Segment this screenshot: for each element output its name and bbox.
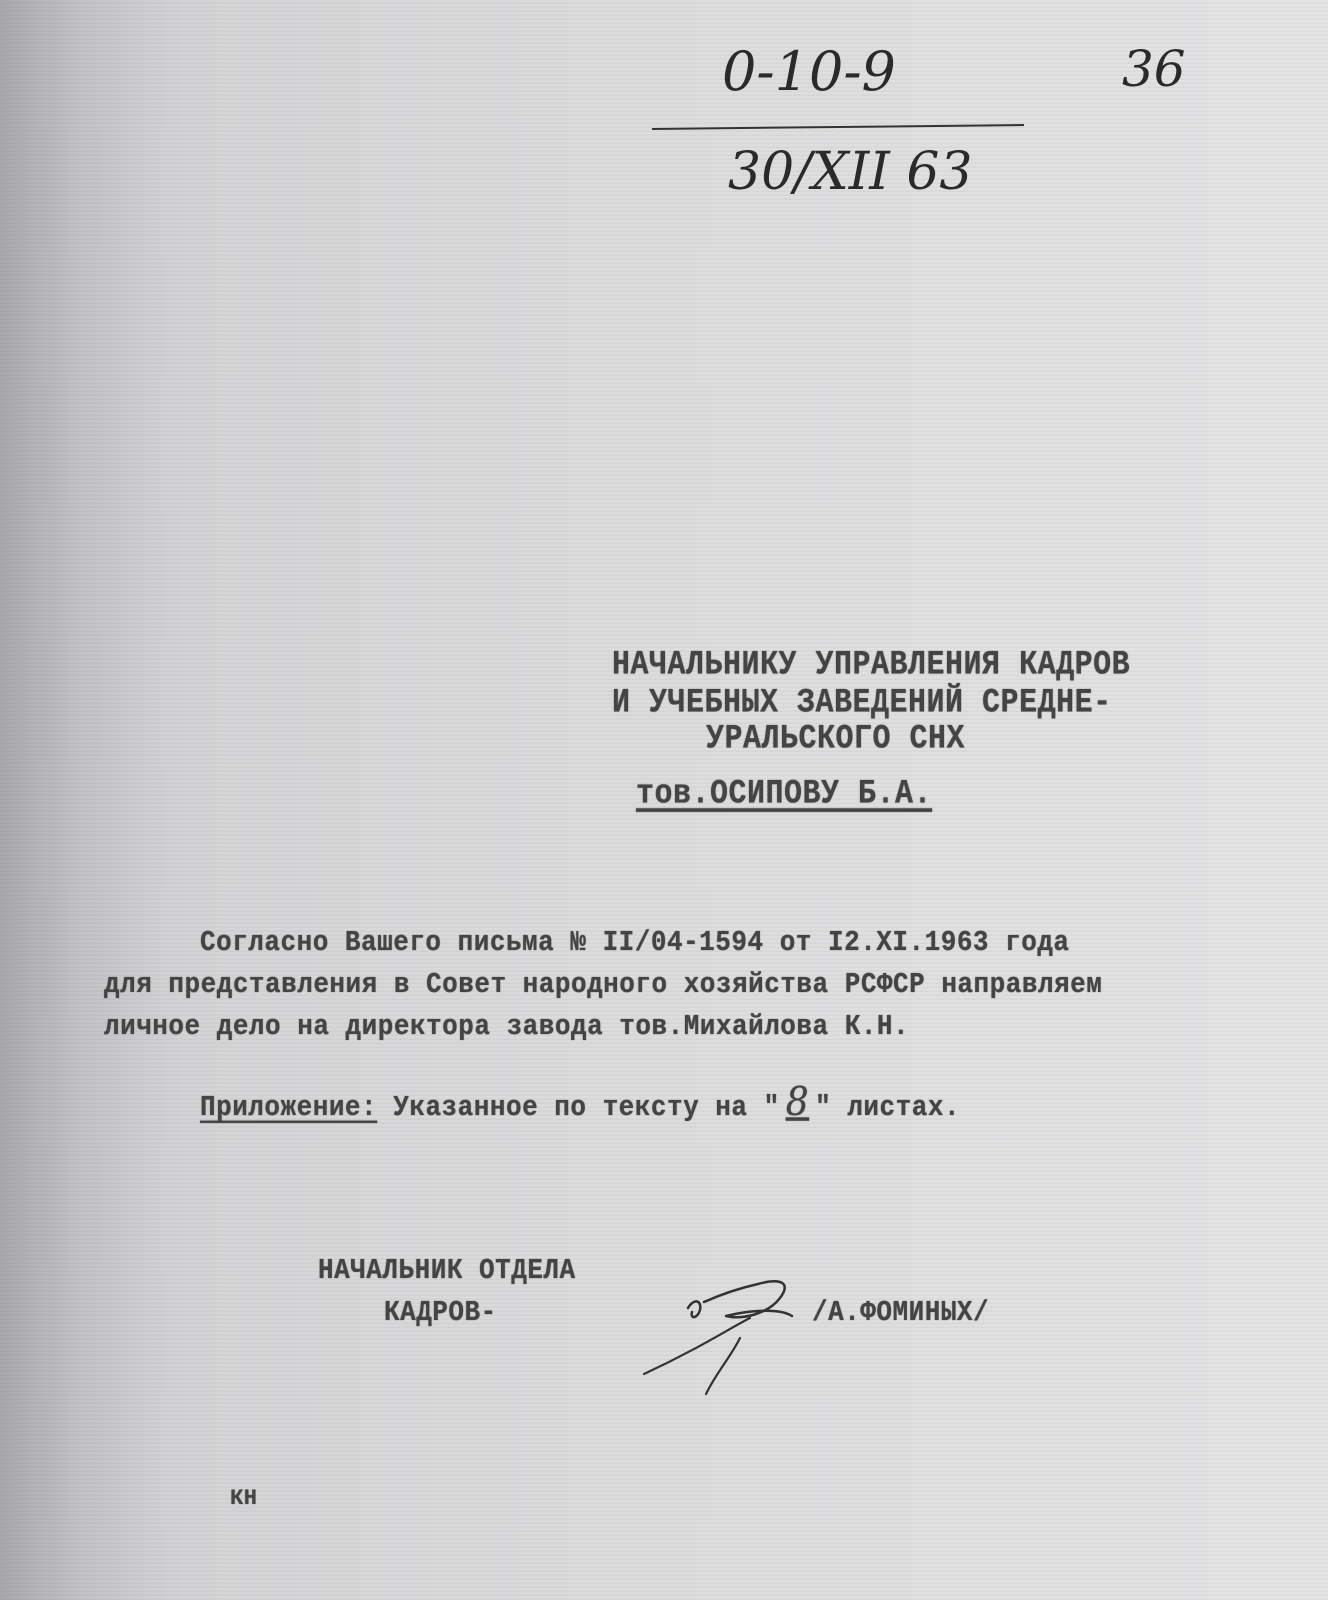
- attachment-text-before: Указанное по тексту на ": [393, 1091, 780, 1124]
- addressee-line-2: И УЧЕБНЫХ ЗАВЕДЕНИЙ СРЕДНЕ-: [612, 684, 1112, 724]
- addressee-name: тов.ОСИПОВУ Б.А.: [636, 775, 933, 815]
- body-line-2: для представления в Совет народного хозяйства РСФСР направляем: [104, 968, 1103, 1001]
- attachment-count: 8: [785, 1080, 810, 1126]
- body-line-1: Согласно Вашего письма № II/04-1594 от I2.XI.1963 года: [200, 926, 1070, 959]
- date-mark: 30/XII 63: [728, 142, 973, 202]
- signer-title-line-1: НАЧАЛЬНИК ОТДЕЛА: [318, 1254, 576, 1287]
- attachment-label: Приложение:: [200, 1091, 378, 1124]
- header-divider: [652, 124, 1024, 130]
- attachment-text-after: " листах.: [815, 1091, 961, 1124]
- file-code: 0-10-9: [722, 40, 896, 103]
- typist-initials: КН: [230, 1486, 258, 1511]
- addressee-line-3: УРАЛЬСКОГО СНХ: [706, 720, 966, 760]
- sheet-number: 36: [1122, 40, 1186, 98]
- signer-title-line-2: КАДРОВ-: [384, 1296, 497, 1329]
- addressee-line-1: НАЧАЛЬНИКУ УПРАВЛЕНИЯ КАДРОВ: [612, 646, 1131, 686]
- body-line-3: личное дело на директора завода тов.Михайлова К.Н.: [104, 1010, 910, 1043]
- handwritten-signature: [630, 1258, 830, 1398]
- attachment-line: [200, 1080, 960, 1125]
- signer-name: /А.ФОМИНЫХ/: [812, 1296, 990, 1329]
